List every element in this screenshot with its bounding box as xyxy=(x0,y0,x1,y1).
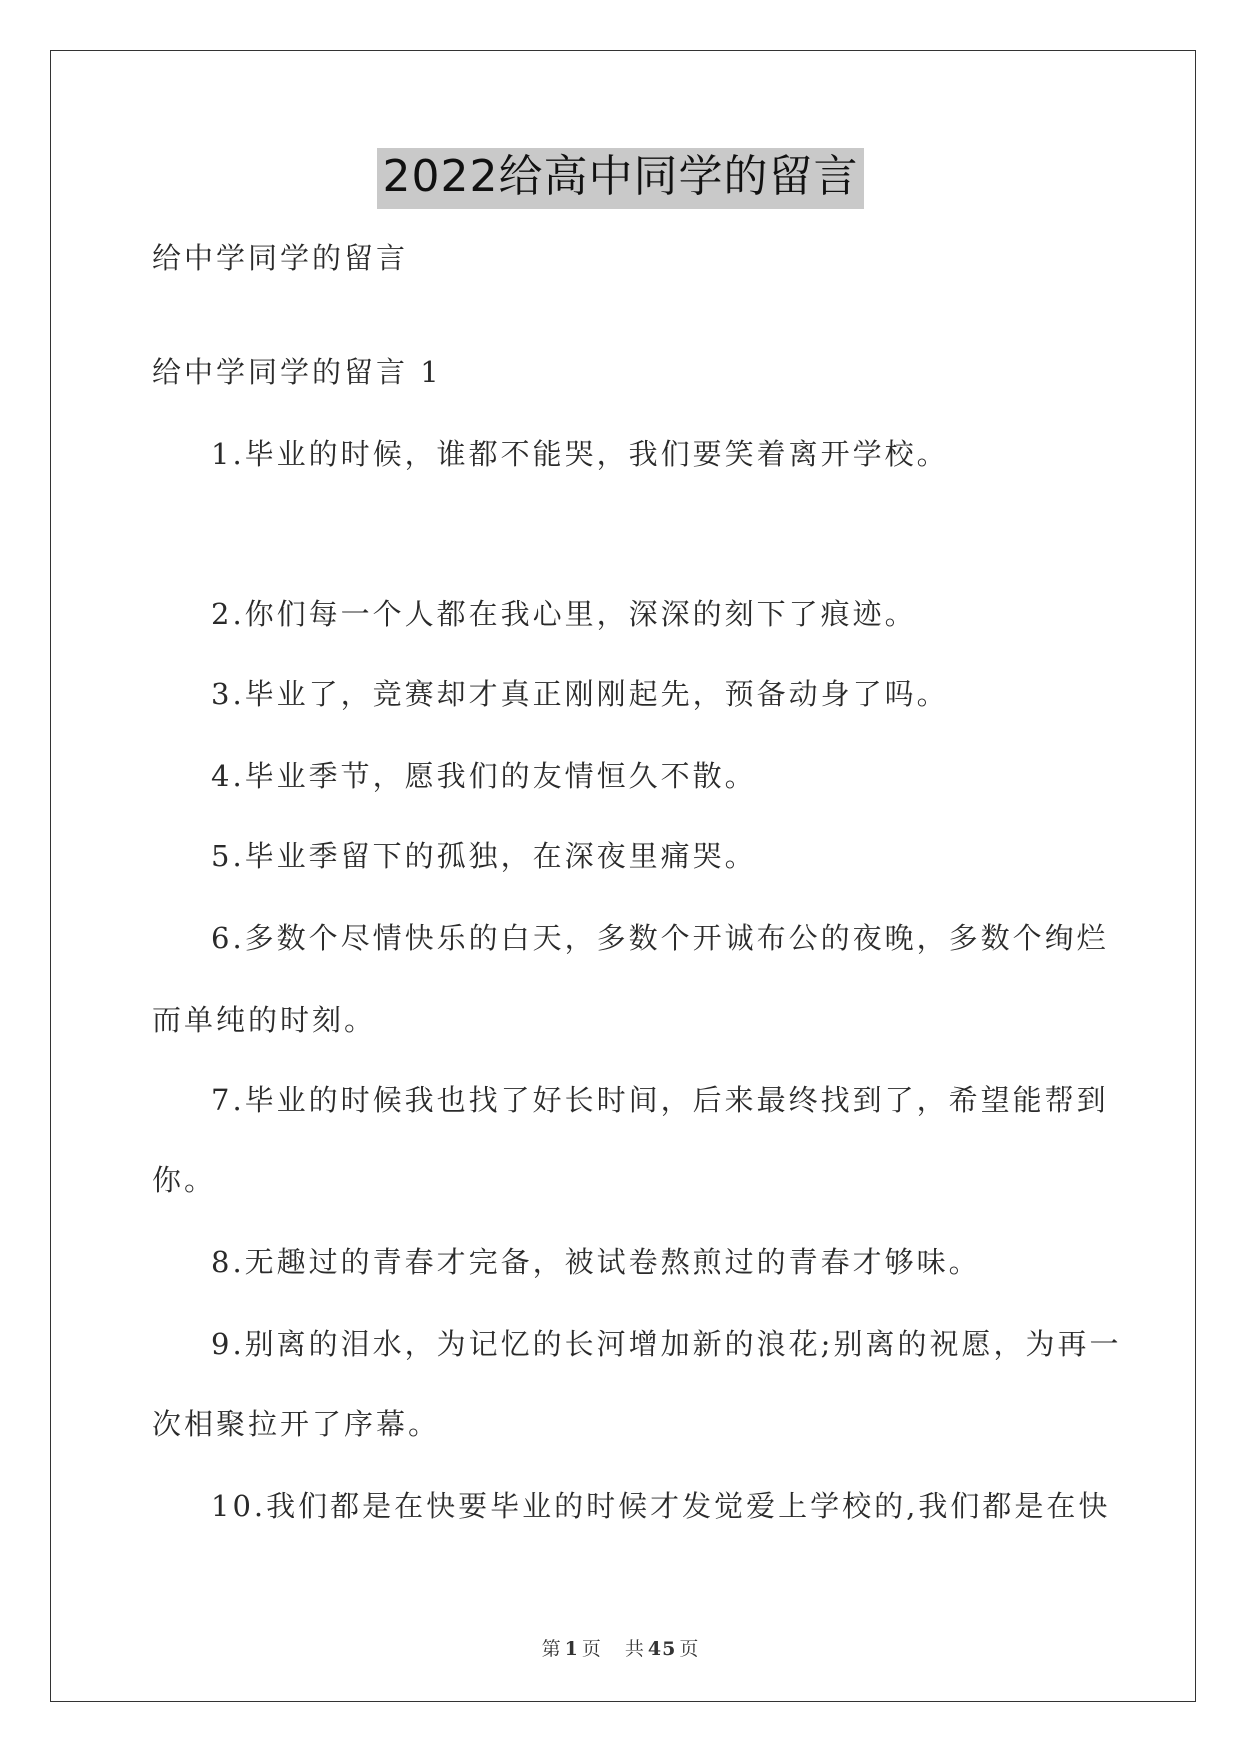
paragraph-line: 6.多数个尽情快乐的白天，多数个开诚布公的夜晚，多数个绚烂 xyxy=(211,921,1109,955)
page-total: 共 45 页 xyxy=(624,1638,700,1660)
paragraph-line: 5.毕业季留下的孤独，在深夜里痛哭。 xyxy=(211,839,757,873)
document-title: 2022给高中同学的留言 xyxy=(377,148,865,209)
title-container xyxy=(0,148,1241,209)
paragraph-line: 3.毕业了，竞赛却才真正刚刚起先，预备动身了吗。 xyxy=(211,677,949,711)
heading-primary: 给中学同学的留言 xyxy=(152,241,409,275)
paragraph-line: 次相聚拉开了序幕。 xyxy=(152,1407,441,1441)
heading-secondary: 给中学同学的留言 1 xyxy=(152,355,442,389)
paragraph-line: 1.毕业的时候，谁都不能哭，我们要笑着离开学校。 xyxy=(211,437,949,471)
paragraph-line: 2.你们每一个人都在我心里，深深的刻下了痕迹。 xyxy=(211,597,917,631)
paragraph-line: 7.毕业的时候我也找了好长时间，后来最终找到了，希望能帮到 xyxy=(211,1083,1109,1117)
page-border xyxy=(50,50,1196,1702)
paragraph-line: 而单纯的时刻。 xyxy=(152,1003,377,1037)
paragraph-line: 4.毕业季节，愿我们的友情恒久不散。 xyxy=(211,759,757,793)
paragraph-line: 8.无趣过的青春才完备，被试卷熬煎过的青春才够味。 xyxy=(211,1245,981,1279)
page-footer xyxy=(0,1634,1241,1661)
page-number: 第 1 页 xyxy=(541,1638,602,1660)
paragraph-line: 你。 xyxy=(152,1163,217,1197)
paragraph-line: 10.我们都是在快要毕业的时候才发觉爱上学校的,我们都是在快 xyxy=(211,1489,1111,1523)
paragraph-line: 9.别离的泪水，为记忆的长河增加新的浪花;别离的祝愿，为再一 xyxy=(211,1327,1122,1361)
